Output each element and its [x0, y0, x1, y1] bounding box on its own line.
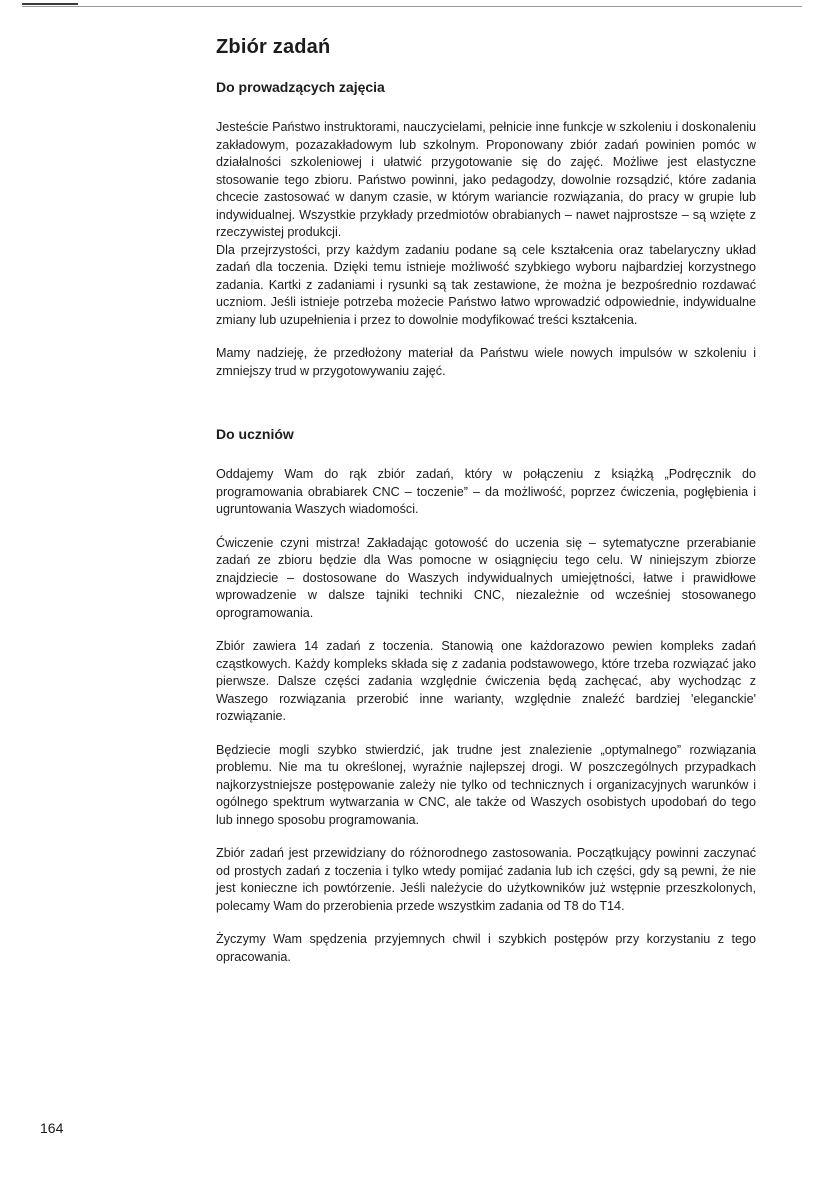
paragraph-students-1: Oddajemy Wam do rąk zbiór zadań, który w połączeniu z książką „Podręcznik do programowania obrabiarek CNC – toczenie” – da możliwość, poprzez ćwiczenia, pogłębienia i ugruntowania Waszych wiadomości. [216, 467, 756, 516]
paragraph-instructors-1: Jesteście Państwo instruktorami, nauczycielami, pełnicie inne funkcje w szkoleniu i doskonaleniu zakładowym, pozazakładowym lub szkolnym. Proponowany zbiór zadań powinien pomóc w działalności szkoleniowej i ułatwić przygotowanie się do zajęć. Możliwe jest elastyczne stosowanie tego zbioru. Państwo powinni, jako pedagodzy, dowolnie rozsądzić, które zadania chcecie zastosować w danym czasie, w którym wariancie rozwiązania, do pracy w grupie lub indywidualnej. Wszystkie przykłady przedmiotów obrabianych – nawet najprostsze – są wzięte z rzeczywistej produkcji. [216, 120, 756, 239]
paragraph-students-5: Zbiór zadań jest przewidziany do różnorodnego zastosowania. Początkujący powinni zaczynać od prostych zadań z toczenia i tylko wtedy pomijać zadania lub ich części, gdy są pewni, że nie jest konieczne ich powtórzenie. Jeśli należycie do użytkowników już wstępnie przeszkolonych, polecamy Wam do przerobienia przede wszystkim zadania od T8 do T14. [216, 846, 756, 913]
page-number: 164 [40, 1120, 64, 1136]
paragraph-instructors-2: Dla przejrzystości, przy każdym zadaniu podane są cele kształcenia oraz tabelaryczny układ zadań dla toczenia. Dzięki temu istnieje możliwość szybkiego wyboru najbardziej korzystnego zadania. Kartki z zadaniami i rysunki są tak zestawione, że można je bezpośrednio rozdawać uczniom. Jeśli istnieje potrzeba możecie Państwo łatwo wprowadzić odpowiednie, indywidualne zmiany lub uzupełnienia i przez to dowolnie modyfikować treści kształcenia. [216, 242, 756, 327]
header-mark [22, 3, 78, 5]
paragraph-students-6: Życzymy Wam spędzenia przyjemnych chwil i szybkich postępów przy korzystaniu z tego opracowania. [216, 932, 756, 964]
paragraph-students-2: Ćwiczenie czyni mistrza! Zakładając gotowość do uczenia się – sytematyczne przerabianie zadań ze zbioru będzie dla Was pomocne w osiągnięciu tego celu. W niniejszym zbiorze znajdziecie – dostosowane do Waszych indywidualnych umiejętności, łatwe i prawidłowe wprowadzenie w dalsze tajniki techniki CNC, niezależnie od wcześniej stosowanego oprogramowania. [216, 535, 756, 620]
paragraph-instructors-3: Mamy nadzieję, że przedłożony materiał da Państwu wiele nowych impulsów w szkoleniu i zmniejszy trud w przygotowywaniu zajęć. [216, 346, 756, 378]
section-heading-instructors: Do prowadzących zajęcia [216, 79, 385, 95]
paragraph-students-3: Zbiór zawiera 14 zadań z toczenia. Stanowią one każdorazowo pewien kompleks zadań cząstkowych. Każdy kompleks składa się z zadania podstawowego, które trzeba rozwiązać jako pierwsze. Dalsze części zadania względnie ćwiczenia będą zachęcać, aby wychodząc z Waszego rozwiązania przerobić inne warianty, względnie znaleźć bardziej 'eleganckie' rozwiązanie. [216, 639, 756, 723]
header-rule [22, 6, 802, 7]
page-title: Zbiór zadań [216, 36, 331, 58]
section-heading-students: Do uczniów [216, 426, 294, 442]
page-content [216, 36, 756, 982]
paragraph-students-4: Będziecie mogli szybko stwierdzić, jak trudne jest znalezienie „optymalnego” rozwiązania problemu. Nie ma tu określonej, wyraźnie najlepszej drogi. W poszczególnych przypadkach najkorzystniejsze postępowanie zależy nie tylko od technicznych i organizacyjnych warunków i ogólnego spektrum wytwarzania w CNC, ale także od Waszych osobistych upodobań do tego lub innego sposobu programowania. [216, 742, 756, 827]
